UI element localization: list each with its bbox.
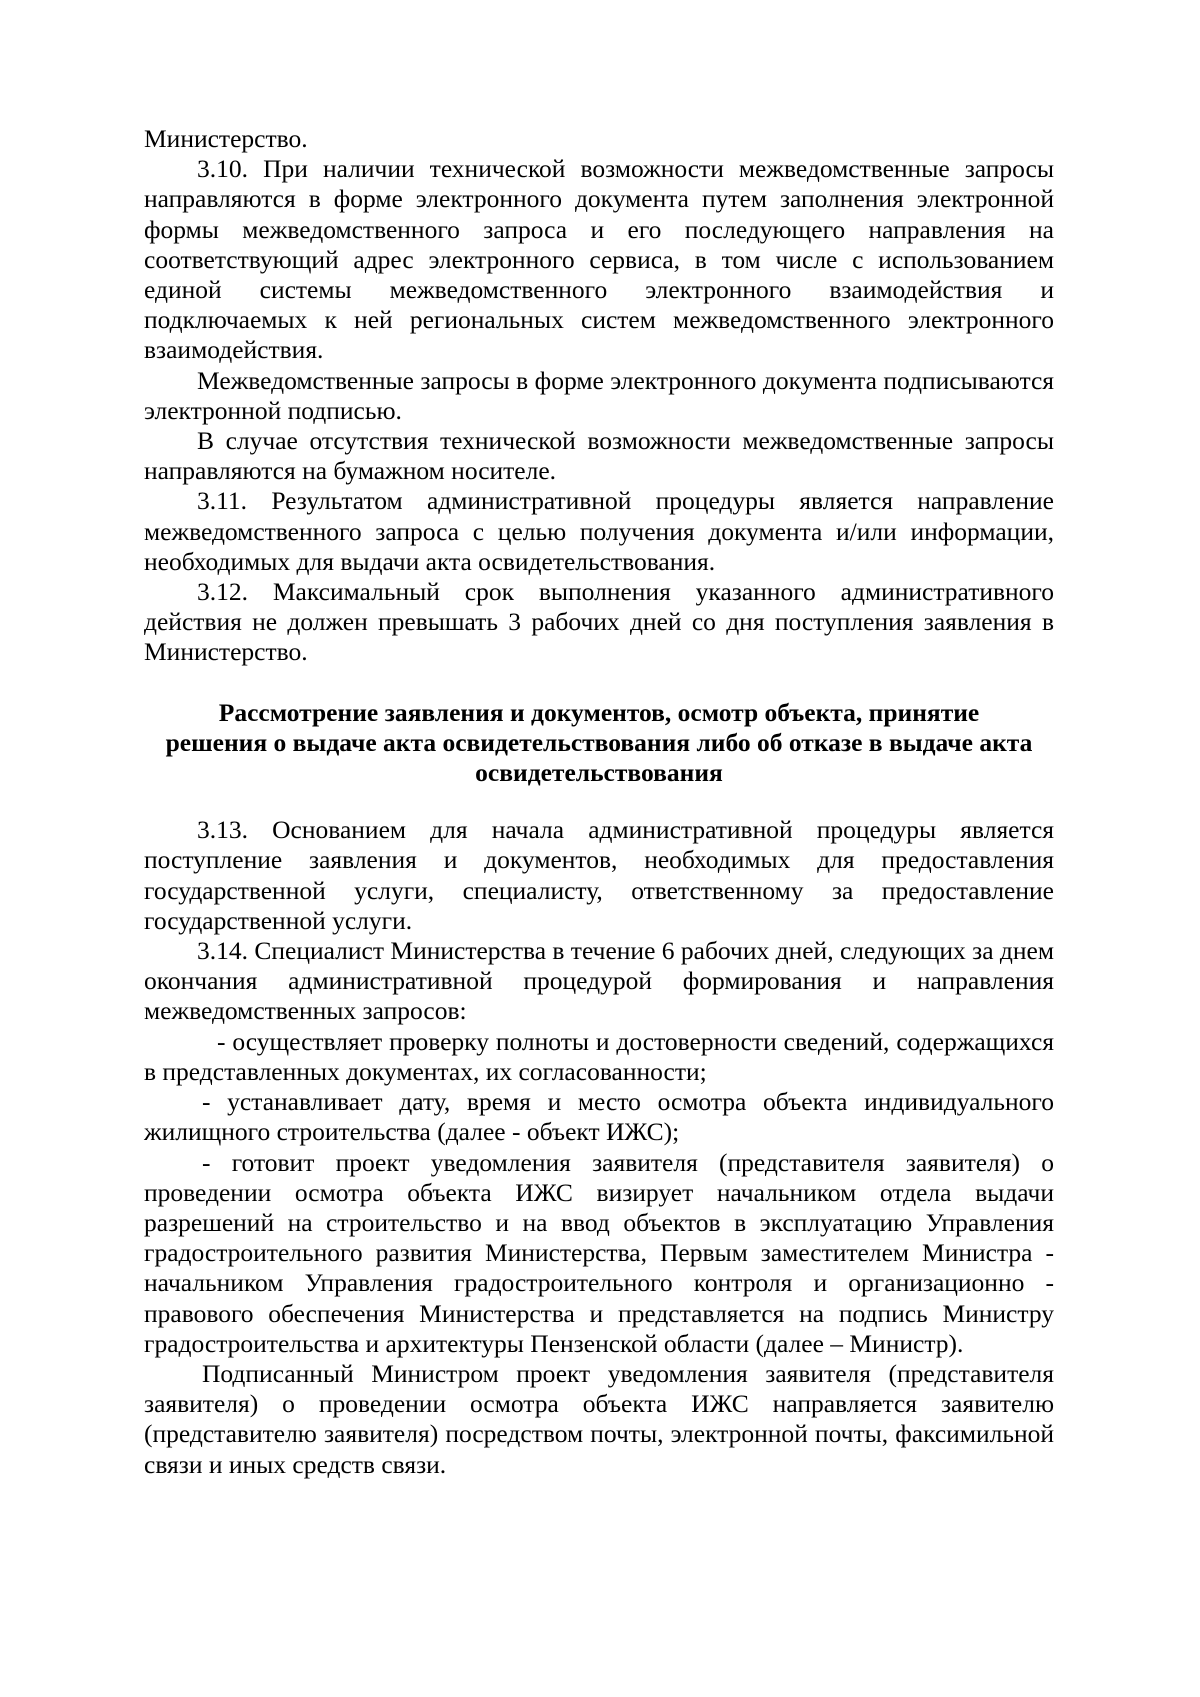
list-item-prepare-notification: - готовит проект уведомления заявителя (представителя заявителя) о проведении осмотра объекта ИЖС визирует начальником отдела выдачи разрешений на строительство и на ввод объектов в эксплуатацию Управления градостроительного развития Министерства, Первым заместителем Министра - начальником Управления градостроительного контроля и организационно - правового обеспечения Министерства и представляется на подпись Министру градостроительства и архитектуры Пензенской области (далее – Министр).	[144, 1147, 1054, 1358]
section-heading-line: освидетельствования	[475, 758, 723, 788]
section-heading-line: решения о выдаче акта освидетельствования либо об отказе в выдаче акта	[165, 727, 1033, 757]
paragraph-3-14: 3.14. Специалист Министерства в течение 6 рабочих дней, следующих за днем окончания административной процедурой формирования и направления межведомственных запросов:	[144, 936, 1055, 1026]
paragraph-3-13: 3.13. Основанием для начала административной процедуры является поступление заявления и документов, необходимых для предоставления государственной услуги, специалисту, ответственному за предоставление государственной услуги.	[144, 815, 1054, 935]
paragraph-signature-note: Межведомственные запросы в форме электронного документа подписываются электронной подписью.	[144, 365, 1054, 425]
section-spacer	[144, 788, 1054, 815]
paragraph-continuation: Министерство.	[144, 124, 308, 153]
section-heading	[144, 698, 1054, 789]
paragraph-paper-carrier-note: В случае отсутствия технической возможности межведомственные запросы направляются на бумажном носителе.	[144, 426, 1054, 486]
section-heading-line: Рассмотрение заявления и документов, осмотр объекта, принятие	[218, 697, 980, 727]
paragraph-3-10: 3.10. При наличии технической возможности межведомственные запросы направляются в форме электронного документа путем заполнения электронной формы межведомственного запроса и его последующего направления на соответствующий адрес электронного сервиса, в том числе с использованием единой системы межведомственного электронного взаимодействия и подключаемых к ней региональных систем межведомственного электронного взаимодействия.	[144, 154, 1054, 365]
paragraph-3-12: 3.12. Максимальный срок выполнения указанного административного действия не должен превышать 3 рабочих дней со дня поступления заявления в Министерство.	[144, 577, 1054, 667]
list-item-check-completeness: - осуществляет проверку полноты и достоверности сведений, содержащихся в представленных документах, их согласованности;	[144, 1026, 1054, 1086]
list-item-set-inspection-date: - устанавливает дату, время и место осмотра объекта индивидуального жилищного строительства (далее - объект ИЖС);	[144, 1087, 1054, 1147]
document-body	[144, 124, 1054, 1480]
paragraph-notification-delivery: Подписанный Министром проект уведомления заявителя (представителя заявителя) о проведении осмотра объекта ИЖС направляется заявителю (представителю заявителя) посредством почты, электронной почты, факсимильной связи и иных средств связи.	[144, 1358, 1054, 1479]
section-spacer	[144, 668, 1054, 698]
paragraph-3-11: 3.11. Результатом административной процедуры является направление межведомственного запроса с целью получения документа и/или информации, необходимых для выдачи акта освидетельствования.	[144, 486, 1054, 576]
